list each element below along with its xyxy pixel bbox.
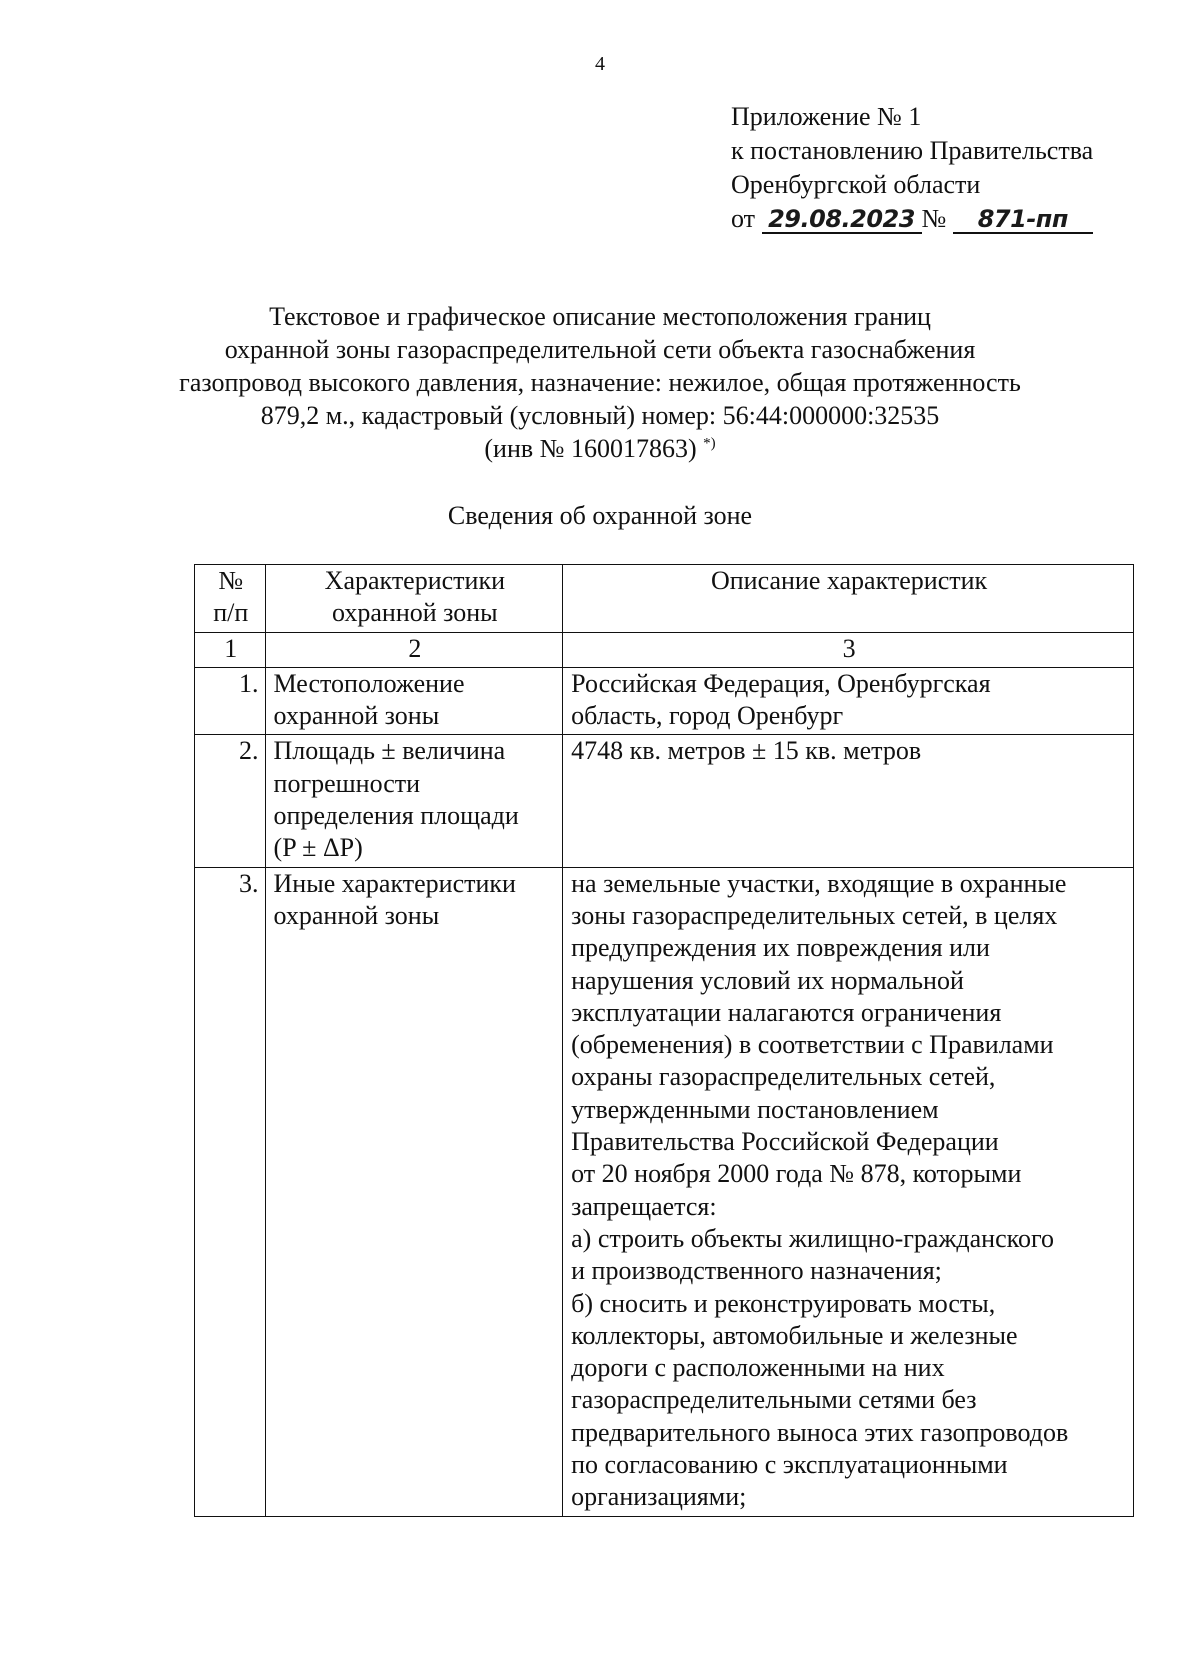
cell-line: эксплуатации налагаются ограничения	[571, 997, 1002, 1027]
cell-line: газораспределительными сетями без	[571, 1385, 977, 1415]
cell-line: на земельные участки, входящие в охранные	[571, 868, 1067, 898]
cell-line: утвержденными постановлением	[571, 1094, 939, 1124]
cell-line: организациями;	[571, 1482, 747, 1512]
title-line-5	[0, 432, 1200, 465]
table-row	[195, 667, 1134, 735]
cell-line: от 20 ноября 2000 года № 878, которыми	[571, 1159, 1022, 1189]
cell-line: погрешности	[273, 768, 421, 798]
cell-line: охраны газораспределительных сетей,	[571, 1062, 996, 1092]
cell-line: коллекторы, автомобильные и железные	[571, 1320, 1018, 1350]
cell-line: охранной зоны	[273, 900, 440, 930]
header-characteristics-line-2: охранной зоны	[332, 598, 498, 628]
numbering-cell: 3	[563, 632, 1134, 667]
table-row	[195, 735, 1134, 867]
numbering-cell: 1	[195, 632, 266, 667]
cell-line: охранной зоны	[273, 701, 440, 731]
row-characteristic	[265, 735, 563, 867]
cell-line: предварительного выноса этих газопроводов	[571, 1417, 1069, 1447]
appendix-line-3: Оренбургской области	[731, 170, 981, 199]
appendix-block	[731, 100, 1093, 236]
cell-line: Местоположение	[273, 668, 465, 698]
header-characteristics	[265, 565, 563, 633]
title-inventory-number: (инв № 160017863)	[484, 434, 697, 463]
row-number: 1.	[195, 667, 266, 735]
row-description	[563, 867, 1134, 1516]
title-line-1: Текстовое и графическое описание местоположения границ	[269, 302, 931, 331]
number-prefix: №	[921, 204, 947, 233]
handwritten-number: 871-пп	[953, 206, 1093, 234]
appendix-line-1: Приложение № 1	[731, 102, 922, 131]
cell-line: нарушения условий их нормальной	[571, 965, 964, 995]
table-numbering-row	[195, 632, 1134, 667]
cell-line: Правительства Российской Федерации	[571, 1127, 999, 1157]
footnote-mark: *)	[703, 435, 716, 452]
header-number-line-2: п/п	[213, 598, 249, 628]
row-number: 3.	[195, 867, 266, 1516]
numbering-cell: 2	[265, 632, 563, 667]
cell-line: определения площади	[273, 801, 519, 831]
cell-line: запрещается:	[571, 1191, 717, 1221]
cell-line: предупреждения их повреждения или	[571, 933, 990, 963]
cell-line: зоны газораспределительных сетей, в целях	[571, 900, 1058, 930]
cell-line: и производственного назначения;	[571, 1256, 942, 1286]
cell-line: б) сносить и реконструировать мосты,	[571, 1288, 996, 1318]
protection-zone-table	[194, 564, 1134, 1517]
row-description	[563, 735, 1134, 867]
table-row	[195, 867, 1134, 1516]
appendix-line-2: к постановлению Правительства	[731, 136, 1094, 165]
handwritten-date: 29.08.2023	[762, 206, 922, 234]
cell-line: область, город Оренбург	[571, 701, 844, 731]
document-title	[0, 300, 1200, 465]
cell-line: дороги с расположенными на них	[571, 1353, 945, 1383]
title-line-3: газопровод высокого давления, назначение: нежилое, общая протяженность	[179, 368, 1021, 397]
table-header-row	[195, 565, 1134, 633]
cell-line: Площадь ± величина	[273, 736, 506, 766]
cell-line: по согласованию с эксплуатационными	[571, 1450, 1008, 1480]
cell-line: Иные характеристики	[273, 868, 516, 898]
title-line-4: 879,2 м., кадастровый (условный) номер: 56:44:000000:32535	[260, 401, 940, 430]
row-characteristic	[265, 867, 563, 1516]
header-characteristics-line-1: Характеристики	[324, 566, 505, 595]
header-description: Описание характеристик	[563, 565, 1134, 633]
row-description	[563, 667, 1134, 735]
row-number: 2.	[195, 735, 266, 867]
cell-line: Российская Федерация, Оренбургская	[571, 668, 991, 698]
header-number	[195, 565, 266, 633]
row-characteristic	[265, 667, 563, 735]
cell-line: (обременения) в соответствии с Правилами	[571, 1030, 1054, 1060]
date-prefix: от	[731, 204, 756, 233]
appendix-date-line	[731, 202, 1093, 236]
page-number: 4	[595, 53, 605, 75]
cell-line: а) строить объекты жилищно-гражданского	[571, 1223, 1054, 1253]
section-heading: Сведения об охранной зоне	[447, 501, 753, 530]
cell-line: 4748 кв. метров ± 15 кв. метров	[571, 736, 922, 766]
title-line-2: охранной зоны газораспределительной сети объекта газоснабжения	[224, 335, 976, 364]
header-number-line-1: №	[218, 566, 244, 595]
cell-line: (P ± ΔP)	[273, 833, 363, 863]
